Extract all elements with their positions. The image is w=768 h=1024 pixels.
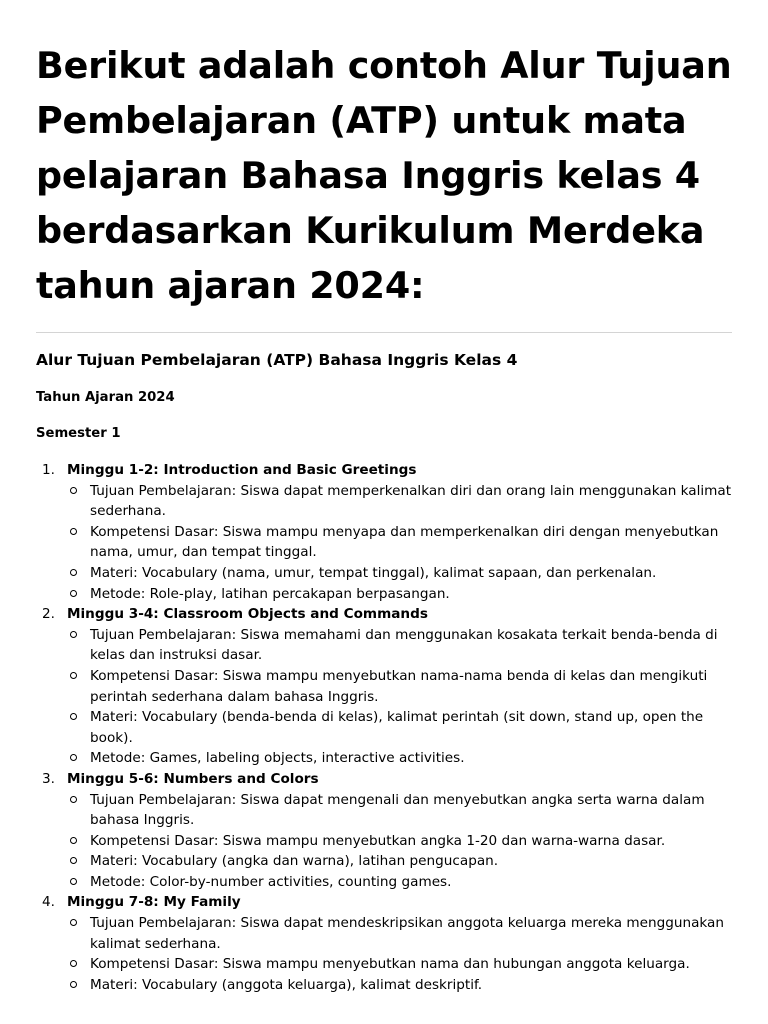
point-text: Tujuan Pembelajaran: Siswa memahami dan menggunakan kosakata terkait benda-benda di kelas dan instruksi dasar. (90, 626, 718, 664)
hollow-bullet-icon (70, 672, 77, 679)
list-item (67, 851, 732, 872)
hollow-bullet-icon (70, 878, 77, 885)
list-item (67, 625, 732, 666)
title-divider (36, 332, 732, 333)
list-item (67, 666, 732, 707)
point-text: Materi: Vocabulary (anggota keluarga), kalimat deskriptif. (90, 976, 483, 993)
week-points (67, 481, 732, 605)
point-text: Kompetensi Dasar: Siswa mampu menyebutkan nama-nama benda di kelas dan mengikuti perintah sederhana dalam bahasa Inggris. (90, 667, 708, 705)
point-text: Tujuan Pembelajaran: Siswa dapat memperkenalkan diri dan orang lain menggunakan kalimat sederhana. (90, 482, 732, 520)
school-year-label: Tahun Ajaran 2024 (36, 390, 175, 405)
point-text: Metode: Role-play, latihan percakapan berpasangan. (90, 585, 450, 602)
week-points (67, 913, 732, 995)
week-points (67, 625, 732, 769)
list-item (67, 913, 732, 954)
hollow-bullet-icon (70, 754, 77, 761)
hollow-bullet-icon (70, 487, 77, 494)
point-text: Metode: Games, labeling objects, interactive activities. (90, 750, 465, 767)
list-item (67, 563, 732, 584)
week-number: 1. (42, 462, 55, 478)
hollow-bullet-icon (70, 981, 77, 988)
hollow-bullet-icon (70, 713, 77, 720)
point-text: Tujuan Pembelajaran: Siswa dapat mendeskripsikan anggota keluarga mereka menggunakan kalimat sederhana. (90, 915, 724, 952)
hollow-bullet-icon (70, 569, 77, 576)
week-item (36, 604, 732, 769)
week-points (67, 790, 732, 893)
document-subtitle: Alur Tujuan Pembelajaran (ATP) Bahasa Inggris Kelas 4 (36, 351, 518, 369)
week-title: Minggu 7-8: My Family (67, 894, 241, 911)
list-item (67, 707, 732, 748)
week-item (36, 892, 732, 995)
list-item (67, 584, 732, 605)
list-item (67, 831, 732, 852)
point-text: Kompetensi Dasar: Siswa mampu menyapa dan memperkenalkan diri dengan menyebutkan nama, umur, dan tempat tinggal. (90, 523, 719, 561)
list-item (67, 975, 732, 996)
hollow-bullet-icon (70, 919, 77, 926)
hollow-bullet-icon (70, 590, 77, 597)
hollow-bullet-icon (70, 837, 77, 844)
week-item (36, 769, 732, 893)
week-title: Minggu 3-4: Classroom Objects and Commands (67, 606, 428, 623)
list-item (67, 790, 732, 831)
point-text: Materi: Vocabulary (benda-benda di kelas), kalimat perintah (sit down, stand up, open the book). (90, 709, 704, 746)
list-item (67, 872, 732, 893)
hollow-bullet-icon (70, 631, 77, 638)
point-text: Materi: Vocabulary (angka dan warna), latihan pengucapan. (90, 853, 499, 870)
hollow-bullet-icon (70, 857, 77, 864)
point-text: Kompetensi Dasar: Siswa mampu menyebutkan angka 1-20 dan warna-warna dasar. (90, 832, 666, 849)
point-text: Tujuan Pembelajaran: Siswa dapat mengenali dan menyebutkan angka serta warna dalam bahasa Inggris. (90, 791, 705, 829)
week-number: 3. (42, 770, 55, 787)
weekly-plan-list (36, 460, 732, 995)
week-title: Minggu 5-6: Numbers and Colors (67, 770, 319, 787)
page-title: Berikut adalah contoh Alur Tujuan Pembelajaran (ATP) untuk mata pelajaran Bahasa Inggris kelas 4 berdasarkan Kurikulum Merdeka tahun ajaran 2024: (36, 44, 732, 307)
list-item (67, 522, 732, 563)
week-number: 4. (42, 894, 55, 911)
hollow-bullet-icon (70, 528, 77, 535)
week-item (36, 460, 732, 604)
hollow-bullet-icon (70, 796, 77, 803)
hollow-bullet-icon (70, 960, 77, 967)
document-page (36, 0, 732, 995)
list-item (67, 481, 732, 522)
list-item (67, 954, 732, 975)
point-text: Kompetensi Dasar: Siswa mampu menyebutkan nama dan hubungan anggota keluarga. (90, 956, 690, 973)
week-title: Minggu 1-2: Introduction and Basic Greetings (67, 462, 417, 478)
point-text: Metode: Color-by-number activities, counting games. (90, 873, 452, 890)
week-number: 2. (42, 606, 55, 623)
list-item (67, 748, 732, 769)
semester-label: Semester 1 (36, 426, 121, 441)
point-text: Materi: Vocabulary (nama, umur, tempat tinggal), kalimat sapaan, dan perkenalan. (90, 564, 657, 581)
